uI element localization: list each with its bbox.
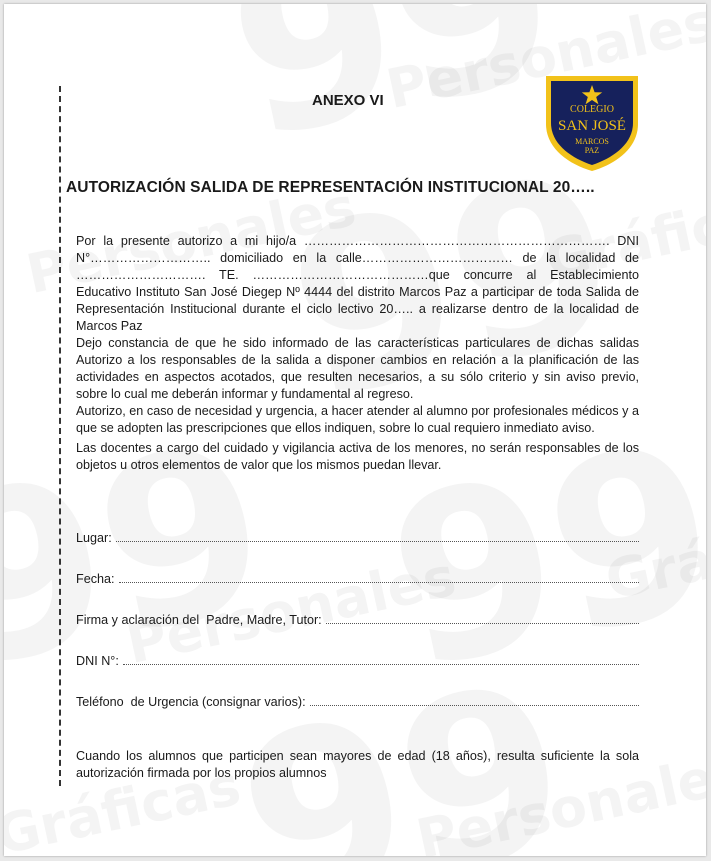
paragraph: Las docentes a cargo del cuidado y vigilancia activa de los menores, no serán responsables de los objetos u otros elementos de valor que los mismos puedan llevar.: [76, 441, 639, 472]
authorization-body: [76, 233, 639, 474]
watermark-brand: [210, 4, 579, 191]
logo-text: PAZ: [584, 146, 600, 155]
signature-field[interactable]: [76, 612, 639, 653]
field-label: Fecha:: [76, 572, 115, 586]
document-title: AUTORIZACIÓN SALIDA DE REPRESENTACIÓN INSTITUCIONAL 20…..: [66, 179, 595, 196]
field-label: Firma y aclaración del Padre, Madre, Tutor:: [76, 613, 322, 627]
paragraph: Dejo constancia de que he sido informado de las características particulares de dichas salidas Autorizo a los responsables de la salida a disponer cambios en relación a la planificación de las actividades en aspectos acotados, que resulten necesarios, a su sólo criterio y sin aviso previo, sobre lo cual me deberán informar y fundamental al regreso.: [76, 336, 639, 401]
signature-fields: [76, 530, 639, 735]
field-label: DNI N°:: [76, 654, 119, 668]
logo-text: SAN JOSÉ: [558, 118, 626, 134]
annex-heading: ANEXO VI: [312, 92, 384, 109]
field-label: Teléfono de Urgencia (consignar varios):: [76, 695, 306, 709]
fill-line[interactable]: [123, 653, 639, 665]
emergency-phone-field[interactable]: [76, 694, 639, 735]
paragraph: Autorizo, en caso de necesidad y urgencia, a hacer atender al alumno por profesionales médicos y a que se adopten las prescripciones que ellos indiquen, sobre lo cual requiero inmediato aviso.: [76, 404, 639, 435]
date-field[interactable]: [76, 571, 639, 612]
fill-line[interactable]: [116, 530, 639, 542]
document-page: [4, 4, 706, 856]
field-label: Lugar:: [76, 531, 112, 545]
place-field[interactable]: [76, 530, 639, 571]
logo-text: COLEGIO: [570, 104, 614, 115]
logo-text: MARCOS: [575, 137, 609, 146]
id-number-field[interactable]: [76, 653, 639, 694]
fill-line[interactable]: [119, 571, 639, 583]
cut-line: [59, 86, 61, 786]
adult-students-note: Cuando los alumnos que participen sean mayores de edad (18 años), resulta suficiente la sola autorización firmada por los propios alumnos: [76, 749, 639, 780]
paragraph: Por la presente autorizo a mi hijo/a ………………………………………………………………. DNI N°……………………….. domiciliado en la calle……………………………… de la localidad de …………………………. TE. ……………………………………que concurre al Establecimiento Educativo Instituto San José Diegep Nº 4444 del distrito Marcos Paz a participar de toda Salida de Representación Institucional durante el ciclo lectivo 20….. a realizarse dentro de la localidad de Marcos Paz: [76, 234, 639, 333]
fill-line[interactable]: [326, 612, 639, 624]
fill-line[interactable]: [310, 694, 639, 706]
school-crest-logo: [542, 72, 642, 172]
